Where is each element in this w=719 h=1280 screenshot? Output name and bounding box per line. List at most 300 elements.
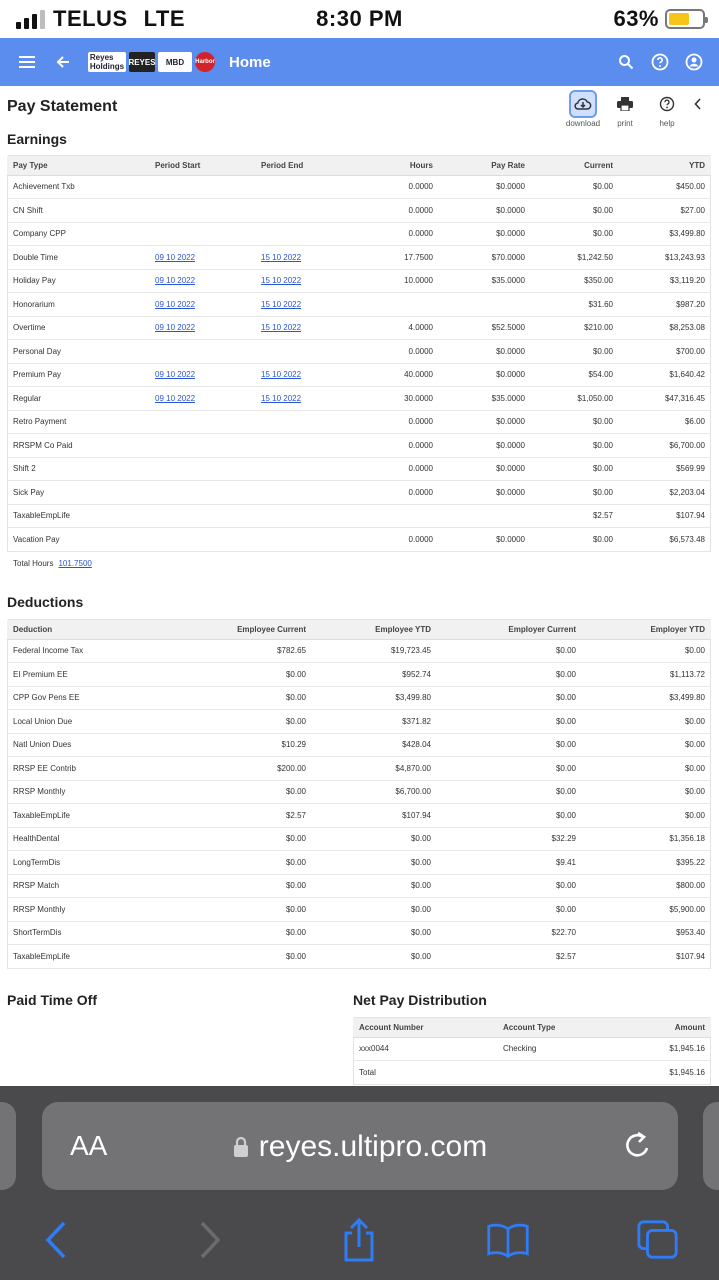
earnings-cell: CN Shift: [7, 199, 149, 223]
deductions-cell: $107.94: [312, 804, 437, 828]
deductions-cell: $6,700.00: [312, 780, 437, 804]
deductions-row: [7, 898, 711, 922]
earnings-cell: $350.00: [531, 269, 619, 293]
total-hours-link[interactable]: 101.7500: [58, 559, 92, 568]
earnings-row: [7, 387, 711, 411]
net-pay-cell: Checking: [497, 1037, 617, 1061]
deductions-cell: $0.00: [437, 686, 582, 710]
deductions-cell: $0.00: [312, 898, 437, 922]
deductions-cell: EI Premium EE: [7, 663, 157, 687]
deductions-cell: $0.00: [157, 851, 312, 875]
earnings-col-header: Pay Rate: [439, 156, 531, 175]
deductions-row: [7, 921, 711, 945]
deductions-row: [7, 733, 711, 757]
earnings-cell: 0.0000: [357, 457, 439, 481]
browser-toolbar: [0, 1086, 719, 1280]
deductions-cell: $0.00: [582, 757, 711, 781]
app-header: [0, 38, 719, 86]
earnings-cell: $210.00: [531, 316, 619, 340]
earnings-cell: 0.0000: [357, 199, 439, 223]
earnings-cell: 4.0000: [357, 316, 439, 340]
earnings-date-link[interactable]: 09 10 2022: [155, 393, 196, 403]
deductions-cell: $0.00: [157, 710, 312, 734]
earnings-col-header: Current: [531, 156, 619, 175]
earnings-cell: $107.94: [619, 504, 711, 528]
earnings-cell: $0.0000: [439, 434, 531, 458]
deductions-cell: $0.00: [582, 733, 711, 757]
deductions-cell: $952.74: [312, 663, 437, 687]
earnings-cell: $0.0000: [439, 199, 531, 223]
deductions-row: [7, 827, 711, 851]
earnings-cell: Personal Day: [7, 340, 149, 364]
earnings-cell: Achievement Txb: [7, 175, 149, 199]
deductions-cell: $0.00: [437, 663, 582, 687]
earnings-cell: $0.00: [531, 199, 619, 223]
earnings-cell: [149, 269, 255, 293]
earnings-date-link[interactable]: 15 10 2022: [261, 276, 302, 286]
profile-icon[interactable]: [683, 51, 705, 73]
earnings-date-link[interactable]: 09 10 2022: [155, 299, 196, 309]
earnings-date-link[interactable]: 15 10 2022: [261, 299, 302, 309]
earnings-cell: $0.00: [531, 340, 619, 364]
earnings-cell: Double Time: [7, 246, 149, 270]
earnings-cell: $6,700.00: [619, 434, 711, 458]
deductions-cell: $1,356.18: [582, 827, 711, 851]
earnings-row: [7, 269, 711, 293]
deductions-cell: $0.00: [437, 804, 582, 828]
carrier-label: TELUS: [53, 6, 128, 31]
deductions-cell: $371.82: [312, 710, 437, 734]
earnings-cell: $1,242.50: [531, 246, 619, 270]
deductions-cell: $953.40: [582, 921, 711, 945]
earnings-cell: Company CPP: [7, 222, 149, 246]
earnings-cell: 17.7500: [357, 246, 439, 270]
tabs-icon: [636, 1218, 680, 1262]
browser-back-button[interactable]: [34, 1218, 78, 1262]
earnings-row: [7, 457, 711, 481]
menu-icon[interactable]: [16, 51, 38, 73]
earnings-col-header: Period Start: [149, 156, 255, 175]
prev-tab-peek[interactable]: [0, 1102, 16, 1190]
earnings-cell: [255, 434, 357, 458]
net-pay-col-header: Account Number: [353, 1018, 497, 1037]
earnings-cell: Holiday Pay: [7, 269, 149, 293]
earnings-cell: Overtime: [7, 316, 149, 340]
address-bar[interactable]: [42, 1102, 678, 1190]
earnings-cell: RRSPM Co Paid: [7, 434, 149, 458]
deductions-row: [7, 663, 711, 687]
earnings-cell: [255, 175, 357, 199]
earnings-cell: 0.0000: [357, 340, 439, 364]
earnings-cell: [149, 387, 255, 411]
earnings-cell: $0.0000: [439, 222, 531, 246]
deductions-cell: $3,499.80: [582, 686, 711, 710]
earnings-cell: 0.0000: [357, 175, 439, 199]
deductions-cell: $3,499.80: [312, 686, 437, 710]
deductions-cell: $1,113.72: [582, 663, 711, 687]
earnings-col-header: Pay Type: [7, 156, 149, 175]
earnings-cell: $0.0000: [439, 410, 531, 434]
earnings-date-link[interactable]: 09 10 2022: [155, 323, 196, 333]
earnings-cell: [149, 434, 255, 458]
earnings-cell: [149, 481, 255, 505]
deductions-cell: $0.00: [437, 639, 582, 663]
tabs-button[interactable]: [636, 1218, 680, 1262]
earnings-cell: [255, 316, 357, 340]
earnings-cell: 0.0000: [357, 528, 439, 552]
earnings-cell: [255, 222, 357, 246]
deductions-row: [7, 874, 711, 898]
net-pay-col-header: Account Type: [497, 1018, 617, 1037]
earnings-cell: $2,203.04: [619, 481, 711, 505]
deductions-cell: RRSP EE Contrib: [7, 757, 157, 781]
page-title: Pay Statement: [7, 98, 118, 115]
earnings-cell: [149, 363, 255, 387]
clock: 8:30 PM: [316, 6, 403, 31]
net-pay-cell: Total: [353, 1061, 497, 1085]
earnings-cell: 0.0000: [357, 434, 439, 458]
earnings-cell: 0.0000: [357, 222, 439, 246]
deductions-cell: $0.00: [582, 780, 711, 804]
earnings-cell: $0.0000: [439, 175, 531, 199]
chevron-left-icon: [694, 98, 702, 110]
earnings-cell: Vacation Pay: [7, 528, 149, 552]
earnings-col-header: YTD: [619, 156, 711, 175]
earnings-cell: [255, 528, 357, 552]
paid-time-off-heading: Paid Time Off: [7, 992, 97, 1008]
earnings-cell: [255, 410, 357, 434]
earnings-cell: $0.0000: [439, 528, 531, 552]
deductions-cell: $0.00: [437, 780, 582, 804]
earnings-cell: [149, 222, 255, 246]
deductions-row: [7, 710, 711, 734]
deductions-cell: RRSP Monthly: [7, 898, 157, 922]
print-icon: [617, 97, 633, 111]
company-logos: [88, 52, 215, 72]
total-hours: [13, 559, 92, 568]
earnings-cell: $0.0000: [439, 363, 531, 387]
earnings-cell: TaxableEmpLife: [7, 504, 149, 528]
deductions-cell: $0.00: [312, 874, 437, 898]
earnings-cell: $6.00: [619, 410, 711, 434]
earnings-col-header: Hours: [357, 156, 439, 175]
deductions-cell: $0.00: [157, 874, 312, 898]
deductions-cell: $2.57: [437, 945, 582, 969]
earnings-cell: Sick Pay: [7, 481, 149, 505]
deductions-row: [7, 851, 711, 875]
download-button[interactable]: [565, 90, 601, 128]
browser-forward-button[interactable]: [188, 1218, 232, 1262]
deductions-cell: $22.70: [437, 921, 582, 945]
logo-reyes: REYES: [129, 52, 155, 72]
earnings-cell: [439, 504, 531, 528]
deductions-cell: $0.00: [312, 945, 437, 969]
deductions-row: [7, 804, 711, 828]
deductions-cell: $10.29: [157, 733, 312, 757]
logo-harbor: Harbor: [195, 52, 215, 72]
earnings-date-link[interactable]: 15 10 2022: [261, 393, 302, 403]
browser-nav-row: [0, 1214, 719, 1274]
earnings-cell: $54.00: [531, 363, 619, 387]
pay-statement-content: [0, 86, 719, 1086]
earnings-cell: [439, 293, 531, 317]
chevron-right-icon: [198, 1220, 222, 1260]
bookmarks-button[interactable]: [486, 1218, 530, 1262]
earnings-row: [7, 340, 711, 364]
deductions-cell: $0.00: [157, 827, 312, 851]
earnings-date-link[interactable]: 09 10 2022: [155, 252, 196, 262]
deductions-cell: $0.00: [437, 898, 582, 922]
share-button[interactable]: [337, 1218, 381, 1262]
earnings-row: [7, 528, 711, 552]
deductions-heading: Deductions: [7, 594, 84, 610]
deductions-cell: $2.57: [157, 804, 312, 828]
deductions-col-header: Employer Current: [437, 620, 582, 639]
earnings-cell: $47,316.45: [619, 387, 711, 411]
earnings-cell: $0.00: [531, 175, 619, 199]
earnings-cell: $0.0000: [439, 340, 531, 364]
earnings-cell: $0.00: [531, 222, 619, 246]
earnings-cell: $450.00: [619, 175, 711, 199]
earnings-cell: [149, 410, 255, 434]
earnings-cell: [149, 199, 255, 223]
deductions-cell: $0.00: [437, 757, 582, 781]
total-hours-label: Total Hours: [13, 559, 54, 568]
deductions-cell: $9.41: [437, 851, 582, 875]
back-arrow-icon[interactable]: [52, 51, 74, 73]
deductions-cell: $19,723.45: [312, 639, 437, 663]
earnings-cell: [149, 293, 255, 317]
earnings-cell: $700.00: [619, 340, 711, 364]
net-pay-cell: [497, 1061, 617, 1085]
earnings-cell: [255, 457, 357, 481]
next-tab-peek[interactable]: [703, 1102, 719, 1190]
deductions-cell: TaxableEmpLife: [7, 804, 157, 828]
earnings-cell: [255, 363, 357, 387]
earnings-row: [7, 316, 711, 340]
logo-reyes-holdings: Reyes Holdings: [89, 53, 125, 71]
earnings-cell: [255, 387, 357, 411]
deductions-cell: Local Union Due: [7, 710, 157, 734]
deductions-cell: $0.00: [157, 921, 312, 945]
earnings-cell: [357, 504, 439, 528]
earnings-cell: Regular: [7, 387, 149, 411]
earnings-cell: $35.0000: [439, 269, 531, 293]
deductions-cell: Natl Union Dues: [7, 733, 157, 757]
statement-toolbar: [565, 90, 705, 128]
earnings-date-link[interactable]: 09 10 2022: [155, 276, 196, 286]
deductions-cell: $0.00: [157, 686, 312, 710]
earnings-cell: $0.00: [531, 410, 619, 434]
deductions-cell: ShortTermDis: [7, 921, 157, 945]
earnings-cell: $0.0000: [439, 457, 531, 481]
earnings-cell: [149, 457, 255, 481]
deductions-cell: $4,870.00: [312, 757, 437, 781]
status-bar: [0, 0, 719, 38]
deductions-row: [7, 780, 711, 804]
earnings-date-link[interactable]: 15 10 2022: [261, 370, 302, 380]
question-icon: [659, 96, 675, 112]
battery-icon: [665, 9, 705, 29]
earnings-cell: $6,573.48: [619, 528, 711, 552]
deductions-cell: $0.00: [437, 874, 582, 898]
earnings-col-header: Period End: [255, 156, 357, 175]
deductions-col-header: Deduction: [7, 620, 157, 639]
deductions-row: [7, 945, 711, 969]
deductions-cell: $0.00: [437, 733, 582, 757]
earnings-cell: $3,119.20: [619, 269, 711, 293]
collapse-button[interactable]: [691, 90, 705, 128]
deductions-cell: $0.00: [157, 945, 312, 969]
net-pay-cell: $1,945.16: [617, 1061, 711, 1085]
earnings-cell: [255, 293, 357, 317]
earnings-cell: $0.00: [531, 434, 619, 458]
earnings-row: [7, 504, 711, 528]
earnings-cell: 0.0000: [357, 481, 439, 505]
earnings-date-link[interactable]: 09 10 2022: [155, 370, 196, 380]
help-icon[interactable]: [649, 51, 671, 73]
deductions-cell: $32.29: [437, 827, 582, 851]
earnings-cell: $1,050.00: [531, 387, 619, 411]
earnings-cell: 0.0000: [357, 410, 439, 434]
earnings-cell: [149, 504, 255, 528]
deductions-cell: $0.00: [582, 804, 711, 828]
battery-percent: 63%: [613, 6, 659, 31]
statement-help-button[interactable]: [649, 90, 685, 128]
reload-icon: [622, 1130, 652, 1162]
earnings-cell: $70.0000: [439, 246, 531, 270]
deductions-cell: $395.22: [582, 851, 711, 875]
download-label: download: [565, 119, 601, 128]
earnings-row: [7, 293, 711, 317]
earnings-cell: [255, 199, 357, 223]
earnings-cell: $31.60: [531, 293, 619, 317]
earnings-cell: [149, 246, 255, 270]
earnings-cell: Shift 2: [7, 457, 149, 481]
deductions-cell: $0.00: [157, 780, 312, 804]
net-pay-row: [353, 1061, 711, 1085]
earnings-cell: [255, 504, 357, 528]
earnings-row: [7, 434, 711, 458]
deductions-cell: $0.00: [312, 921, 437, 945]
deductions-cell: HealthDental: [7, 827, 157, 851]
deductions-cell: $0.00: [437, 710, 582, 734]
book-icon: [486, 1220, 530, 1260]
net-pay-cell: $1,945.16: [617, 1037, 711, 1061]
earnings-row: [7, 222, 711, 246]
earnings-cell: [149, 340, 255, 364]
earnings-date-link[interactable]: 15 10 2022: [261, 323, 302, 333]
reader-settings-button[interactable]: AA: [70, 1130, 108, 1161]
earnings-cell: $27.00: [619, 199, 711, 223]
print-label: print: [617, 119, 633, 128]
net-pay-heading: Net Pay Distribution: [353, 992, 487, 1008]
earnings-cell: [149, 175, 255, 199]
earnings-row: [7, 481, 711, 505]
earnings-row: [7, 175, 711, 199]
network-label: LTE: [143, 6, 186, 31]
earnings-cell: [357, 293, 439, 317]
earnings-cell: Premium Pay: [7, 363, 149, 387]
reload-button[interactable]: [622, 1130, 652, 1167]
deductions-col-header: Employer YTD: [582, 620, 711, 639]
earnings-cell: [255, 246, 357, 270]
net-pay-row: [353, 1037, 711, 1061]
search-icon[interactable]: [615, 51, 637, 73]
url-text[interactable]: reyes.ultipro.com: [258, 1130, 488, 1163]
deductions-cell: LongTermDis: [7, 851, 157, 875]
earnings-cell: 10.0000: [357, 269, 439, 293]
deductions-col-header: Employee Current: [157, 620, 312, 639]
deductions-cell: Federal Income Tax: [7, 639, 157, 663]
earnings-cell: $0.00: [531, 457, 619, 481]
earnings-table: [7, 156, 711, 552]
chevron-left-icon: [44, 1220, 68, 1260]
deductions-row: [7, 757, 711, 781]
earnings-cell: [149, 316, 255, 340]
earnings-cell: [149, 528, 255, 552]
earnings-date-link[interactable]: 15 10 2022: [261, 252, 302, 262]
print-button[interactable]: [607, 90, 643, 128]
deductions-row: [7, 639, 711, 663]
deductions-cell: $0.00: [157, 663, 312, 687]
lock-icon: [233, 1136, 249, 1158]
earnings-cell: $2.57: [531, 504, 619, 528]
earnings-cell: [255, 340, 357, 364]
earnings-cell: 40.0000: [357, 363, 439, 387]
logo-mbd: MBD: [158, 52, 192, 72]
deductions-cell: $782.65: [157, 639, 312, 663]
deductions-cell: CPP Gov Pens EE: [7, 686, 157, 710]
earnings-row: [7, 363, 711, 387]
earnings-row: [7, 410, 711, 434]
deductions-cell: $428.04: [312, 733, 437, 757]
earnings-cell: 30.0000: [357, 387, 439, 411]
earnings-cell: Retro Payment: [7, 410, 149, 434]
earnings-cell: $0.00: [531, 528, 619, 552]
deductions-cell: $0.00: [582, 639, 711, 663]
earnings-row: [7, 246, 711, 270]
deductions-cell: $0.00: [582, 710, 711, 734]
earnings-cell: $35.0000: [439, 387, 531, 411]
earnings-row: [7, 199, 711, 223]
deductions-col-header: Employee YTD: [312, 620, 437, 639]
deductions-cell: $107.94: [582, 945, 711, 969]
deductions-cell: TaxableEmpLife: [7, 945, 157, 969]
earnings-cell: $987.20: [619, 293, 711, 317]
deductions-cell: $0.00: [312, 827, 437, 851]
net-pay-table: [353, 1018, 711, 1085]
earnings-cell: $8,253.08: [619, 316, 711, 340]
earnings-cell: [255, 481, 357, 505]
deductions-cell: $0.00: [312, 851, 437, 875]
deductions-cell: $800.00: [582, 874, 711, 898]
earnings-cell: $0.0000: [439, 481, 531, 505]
share-icon: [339, 1217, 379, 1263]
earnings-cell: Honorarium: [7, 293, 149, 317]
net-pay-cell: xxx0044: [353, 1037, 497, 1061]
help-label: help: [659, 119, 675, 128]
earnings-cell: $3,499.80: [619, 222, 711, 246]
deductions-table: [7, 620, 711, 969]
deductions-cell: RRSP Match: [7, 874, 157, 898]
header-title[interactable]: Home: [229, 53, 271, 71]
earnings-cell: $52.5000: [439, 316, 531, 340]
net-pay-col-header: Amount: [617, 1018, 711, 1037]
earnings-cell: $13,243.93: [619, 246, 711, 270]
deductions-cell: $0.00: [157, 898, 312, 922]
deductions-cell: $200.00: [157, 757, 312, 781]
